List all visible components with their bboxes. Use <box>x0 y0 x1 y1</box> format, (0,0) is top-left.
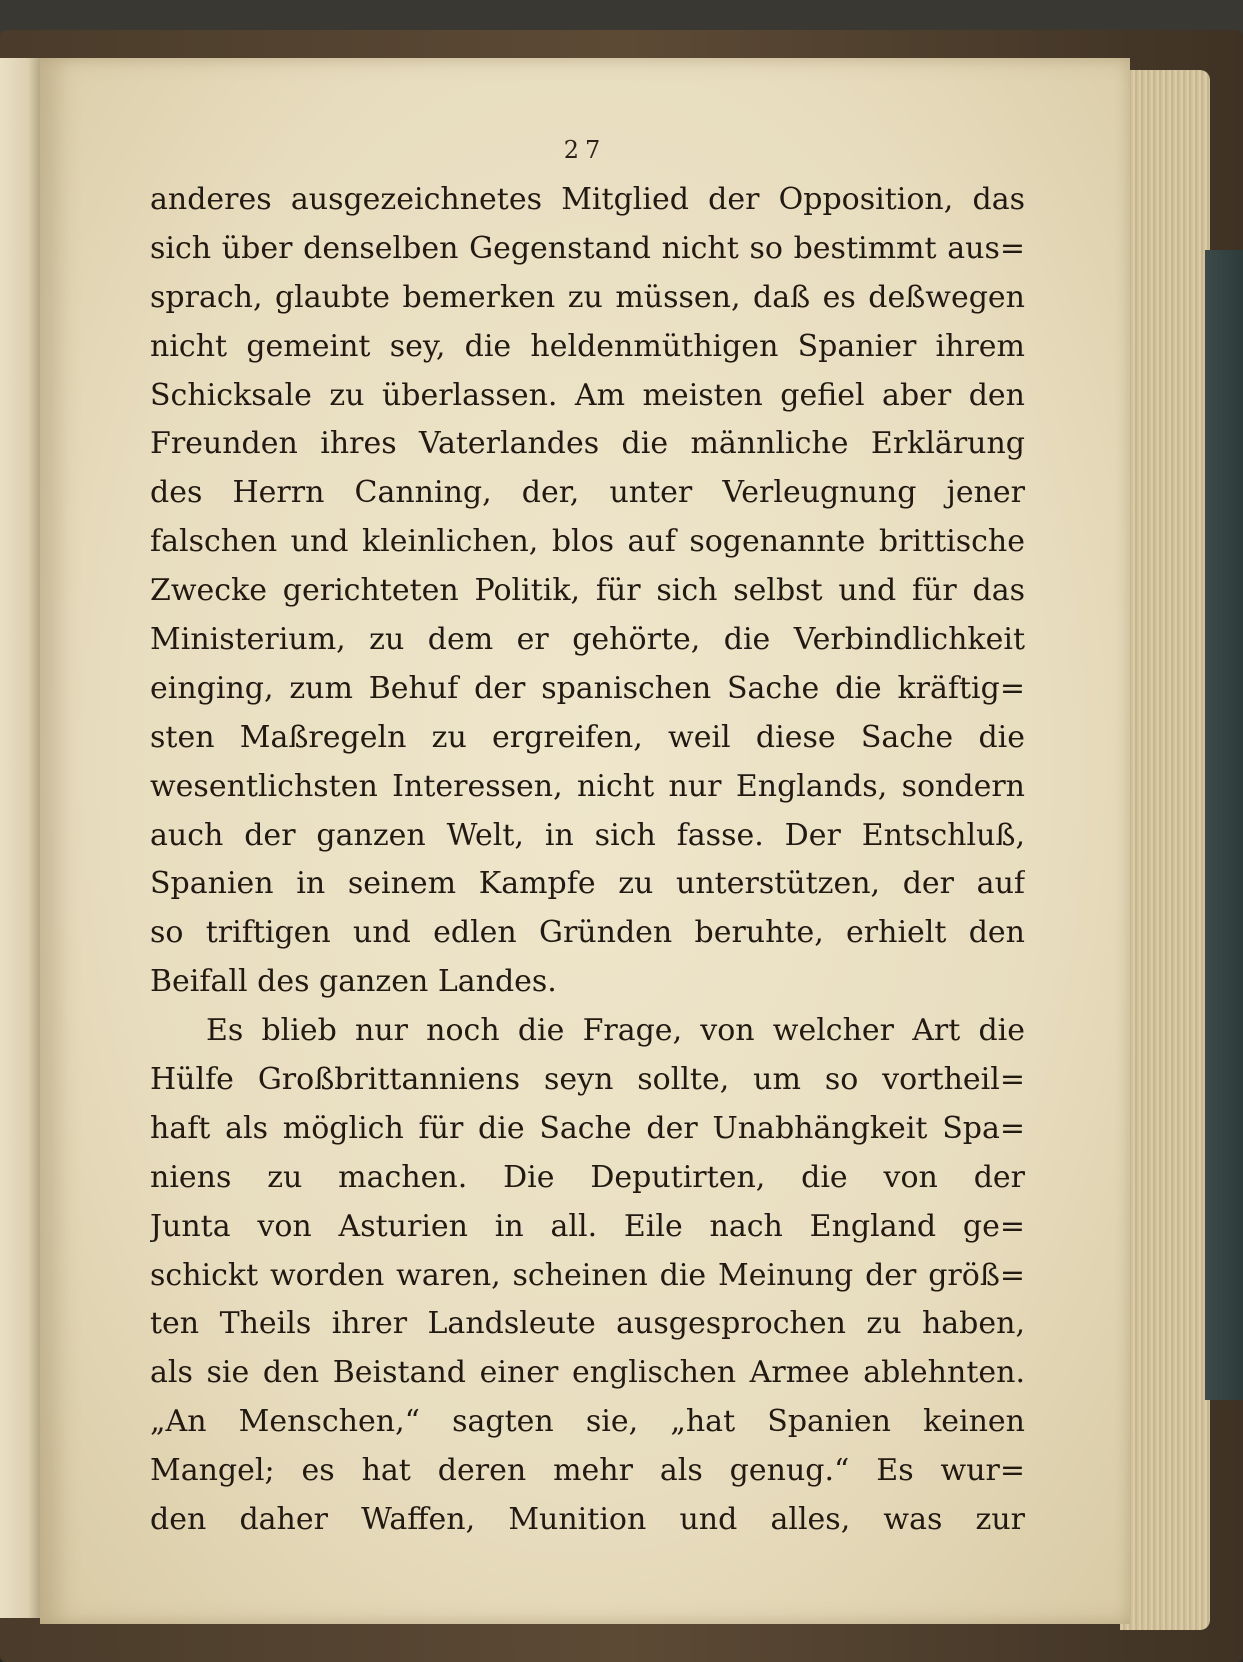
page-text <box>150 176 1025 1545</box>
text-line: Spanien in seinem Kampfe zu unterstützen, der auf <box>150 866 1025 902</box>
text-line: sten Maßregeln zu ergreifen, weil diese Sache die <box>150 719 1025 755</box>
text-line: Beifall des ganzen Landes. <box>150 964 557 1000</box>
text-line: ten Theils ihrer Landsleute ausgesprochen zu haben, <box>150 1306 1025 1342</box>
book-spine-edge <box>1205 250 1243 1400</box>
text-line: Ministerium, zu dem er gehörte, die Verbindlichkeit <box>150 622 1025 658</box>
text-line: schickt worden waren, scheinen die Meinung der größ= <box>150 1257 1025 1293</box>
left-page-edge <box>0 58 40 1618</box>
text-line: haft als möglich für die Sache der Unabhängkeit Spa= <box>150 1110 1025 1146</box>
text-line: nicht gemeint sey, die heldenmüthigen Spanier ihrem <box>150 328 1025 364</box>
text-line: anderes ausgezeichnetes Mitglied der Opposition, das <box>150 182 1025 217</box>
text-line: Hülfe Großbrittanniens seyn sollte, um so vortheil= <box>150 1062 1025 1098</box>
page-stack-edge <box>1120 70 1210 1630</box>
text-line: wesentlichsten Interessen, nicht nur Englands, sondern <box>150 768 1025 804</box>
text-line: Mangel; es hat deren mehr als genug.“ Es wur= <box>150 1453 1025 1489</box>
text-line: falschen und kleinlichen, blos auf sogenannte brittische <box>150 524 1025 560</box>
text-line: so triftigen und edlen Gründen beruhte, erhielt den <box>150 915 1025 951</box>
text-line: Schicksale zu überlassen. Am meisten gefiel aber den <box>150 377 1025 413</box>
text-line: einging, zum Behuf der spanischen Sache die kräftig= <box>150 670 1025 706</box>
text-line: Es blieb nur noch die Frage, von welcher Art die <box>206 1013 1025 1049</box>
text-line: niens zu machen. Die Deputirten, die von der <box>150 1159 1025 1195</box>
text-line: „An Menschen,“ sagten sie, „hat Spanien keinen <box>150 1404 1025 1440</box>
page-number: 27 <box>563 136 607 164</box>
text-line: als sie den Beistand einer englischen Armee ablehnten. <box>150 1355 1025 1391</box>
text-line: Zwecke gerichteten Politik, für sich selbst und für das <box>150 573 1025 609</box>
text-line: Junta von Asturien in all. Eile nach England ge= <box>150 1208 1025 1244</box>
text-line: sich über denselben Gegenstand nicht so bestimmt aus= <box>150 230 1025 266</box>
text-line: sprach, glaubte bemerken zu müssen, daß es deßwegen <box>150 279 1025 315</box>
text-line: den daher Waffen, Munition und alles, was zur <box>150 1502 1025 1538</box>
text-line: Freunden ihres Vaterlandes die männliche Erklärung <box>150 426 1025 462</box>
text-line: auch der ganzen Welt, in sich fasse. Der Entschluß, <box>150 817 1025 853</box>
text-line: des Herrn Canning, der, unter Verleugnung jener <box>150 475 1025 511</box>
book-page <box>40 58 1130 1624</box>
